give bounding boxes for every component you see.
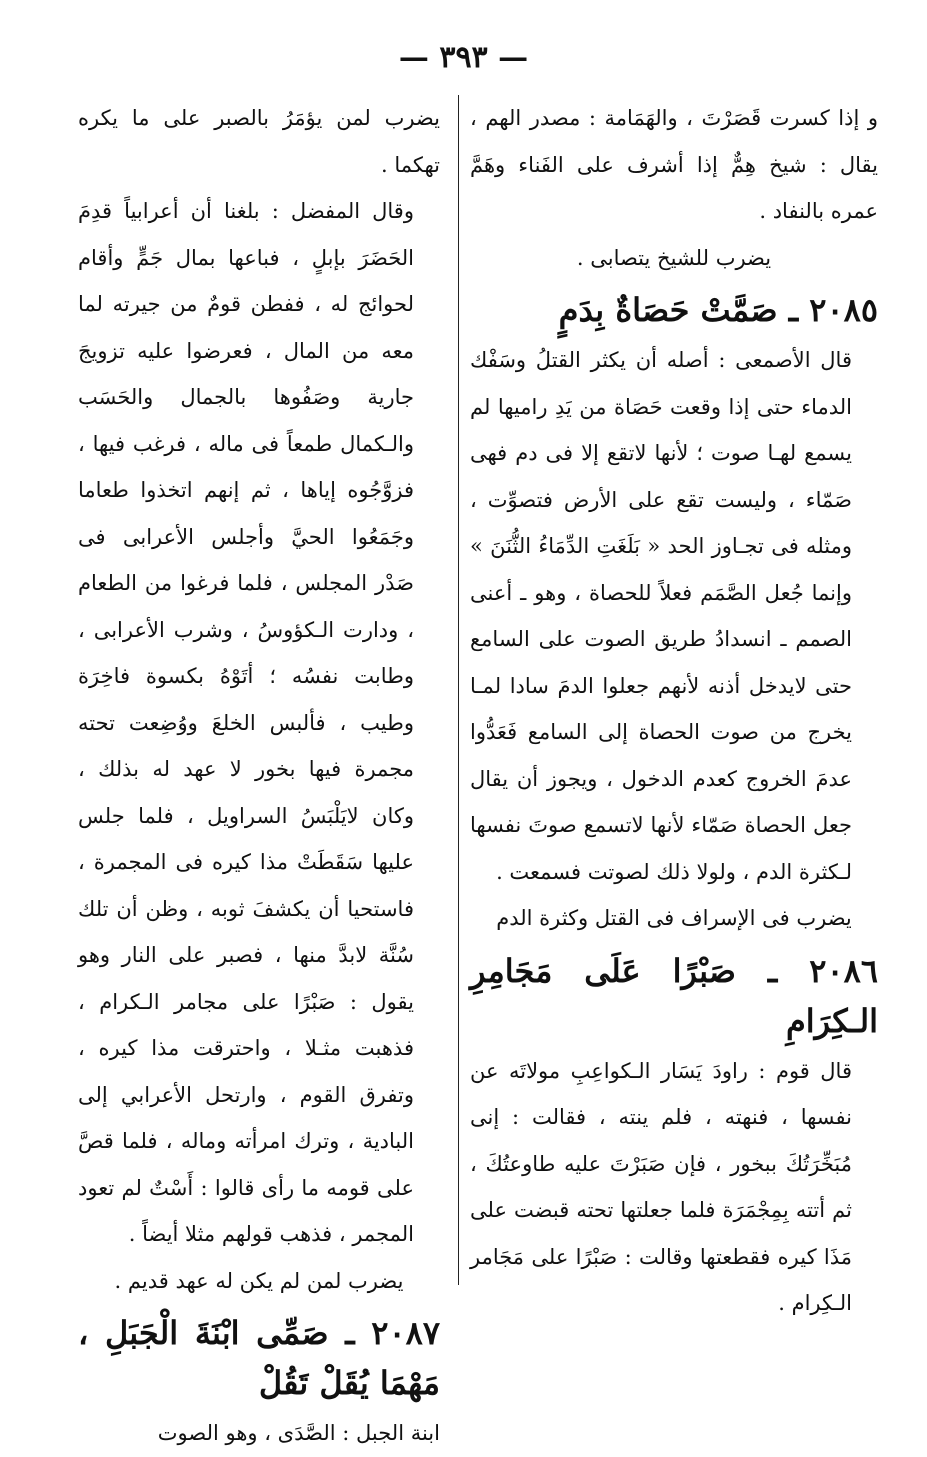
left-column [78,95,441,1445]
page-number: — ٣٩٣ — [398,40,529,75]
paragraph: قال قوم : راودَ يَسَار الـكواعِبِ مولاتَه عن نفسها ، فنهته ، فلم ينته ، فقالت : إنى مُبَخِّرَتُكَ ببخور ، فإن صَبَرْتَ عليه طاوعتُكَ ، ثم أتته بِمِجْمَرَة فلما جعلتها تحته قبضت على مَذَا كيره فقطعتها وقالت : صَبْرًا على مَجَامر الـكِرام . [470,1058,852,1315]
proverb-heading-2087: ٢٠٨٧ ـ صَمِّى ابْنَةَ الْجَبَلِ ، مَهْمَا يُقَلْ تَقُلْ [78,1314,441,1402]
paragraph: قال الأصمعى : أصله أن يكثر القتلُ وسَفْك الدماء حتى إذا وقعت حَصَاة من يَدِ راميها لم يسمع لهـا صوت ؛ لأنها لاتقع إلا فى دم فهى صَمّاء ، وليست تقع على الأرض فتصوِّت ، ومثله فى تجـاوز الحد « بَلَغَتِ الدِّمَاءُ الثُّنَنَ » وإنما جُعل الصَّمَم فعلاً للحصاة ، وهو ـ أعنى الصمم ـ انسدادُ طريق الصوت على السامع حتى لايدخل أذنه لأنهم جعلوا الدمَ سادا لمـا يخرج من صوت الحصاة إلى السامع فَعَدُّوا عدمَ الخروج كعدم الدخول ، ويجوز أن يقال جعل الحصاة صَمّاء لأنها لاتسمع صوتَ نفسها لـكثرة الدم ، ولولا ذلك لصوتت فسمعت . [470,348,852,884]
paragraph: و إذا كسرت قَصَرْتَ ، والهَمَامة : مصدر الهم ، يقال : شيخ هِمٌّ إذا أشرف على الفَناء وهَمَّ عمره بالنفاد . [470,106,878,223]
paragraph: وقال المفضل : بلغنا أن أعرابياً قدِمَ الحَضَرَ بإبلٍ ، فباعها بمال جَمٍّ وأقام لحوائج له ، ففطن قومٌ من جيرته لما معه من المال ، فعرضوا عليه تزويجَ جارية وصَفُوها بالجمال والحَسَب والـكمال طمعاً فى ماله ، فرغب فيها ، فزوَّجُوه إياها ، ثم إنهم اتخذوا طعاما وجَمَعُوا الحيَّ وأجلس الأعرابى فى صَدْر المجلس ، فلما فرغوا من الطعام ، ودارت الـكؤوسُ ، وشرب الأعرابى ، وطابت نفسُه ؛ أتَوْهُ بكسوة فاخِرَة وطيب ، فألبس الخلعَ ووُضِعت تحته مجمرة فيها بخور لا عهد له بذلك ، وكان لايَلْبَسُ السراويل ، فلما جلس عليها سَقَطَتْ مذا كيره فى المجمرة ، فاستحيا أن يكشفَ ثوبه ، وظن أن تلك سُنَّة لابدَّ منها ، فصبر على النار وهو يقول : صَبْرًا على مجامر الـكرام ، فذهبت مثـلا ، واحترقت مذا كيره ، وتفرق القوم ، وارتحل الأعرابي إلى البادية ، وترك امرأته وماله ، فلما قصَّ على قومه ما رأى قالوا : أَسْتٌ لم تعود المجمر ، فذهب قولهم مثلا أيضاً . [78,199,414,1246]
right-column [470,95,878,1315]
proverb-number: ٢٠٨٧ [371,1314,441,1352]
proverb-text: صَمِّى ابْنَةَ الْجَبَلِ ، مَهْمَا يُقَلْ تَقُلْ [78,1314,440,1402]
usage-note: يضرب فى الإسراف فى القتل وكثرة الدم [496,906,852,930]
paragraph: ابنة الجبل : الصَّدَى ، وهو الصوت [157,1421,440,1445]
proverb-text: صَمَّتْ حَصَاةٌ بِدَمٍ [558,291,778,329]
paragraph: يضرب لمن يؤمَرُ بالصبر على ما يكره تهكما . [78,106,440,177]
usage-note: يضرب للشيخ يتصابى . [576,245,772,270]
usage-note: يضرب لمن لم يكن له عهد قديم . [114,1268,404,1293]
proverb-number: ٢٠٨٥ [809,291,878,329]
column-divider [458,95,459,1285]
proverb-heading-2086: ٢٠٨٦ ـ صَبْرًا عَلَى مَجَامِرِ الـكِرَامِ [470,951,879,1040]
proverb-heading-2085: ٢٠٨٥ ـ صَمَّتْ حَصَاةٌ بِدَمٍ [558,291,878,329]
proverb-number: ٢٠٨٦ [809,951,879,990]
proverb-text: صَبْرًا عَلَى مَجَامِرِ الـكِرَامِ [470,951,878,1040]
